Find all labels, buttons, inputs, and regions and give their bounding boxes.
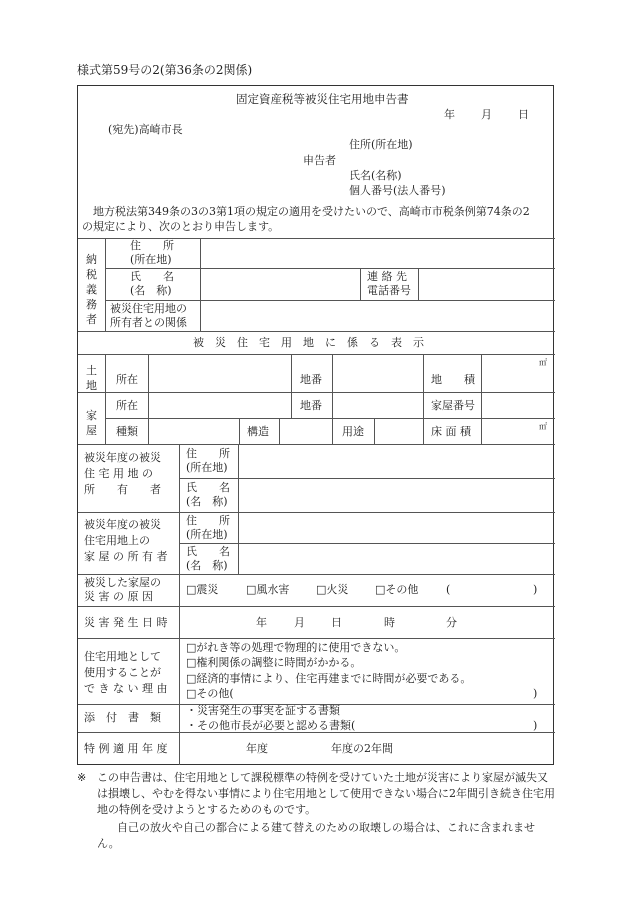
house-floor-area-label: 床 面 積	[431, 425, 471, 438]
land-section-label: 土 地	[86, 364, 97, 392]
taxpayer-name-input[interactable]	[201, 269, 359, 299]
taxpayer-relation-label: 被災住宅用地の 所有者との関係	[110, 302, 187, 329]
cause-option-fire[interactable]: □火災	[316, 583, 349, 596]
reason-label: 住宅用地として 使用することが で き な い 理 由	[84, 650, 168, 695]
reason-option-economic[interactable]: □経済的事情により、住宅再建までに時間が必要である。	[186, 672, 472, 685]
taxpayer-phone-input[interactable]	[419, 269, 554, 299]
notes-section	[77, 770, 557, 852]
reason-option-other[interactable]: □その他(	[186, 687, 234, 700]
date-day-label: 日	[518, 108, 529, 121]
land-lot-label: 地番	[300, 373, 322, 386]
declarant-address-label: 住所(所在地)	[349, 138, 413, 151]
attachment-item-disaster-proof: ・災害発生の事実を証する書類	[186, 704, 340, 717]
note-mark: ※	[77, 771, 87, 784]
form-number-label: 様式第59号の2(第36条の2関係)	[77, 63, 253, 77]
attachment-item-other: ・その他市長が必要と認める書類(	[186, 719, 356, 732]
occurrence-hour: 時	[384, 616, 395, 629]
date-month-label: 月	[481, 108, 492, 121]
taxpayer-contact-label: 連 絡 先 電話番号	[367, 270, 411, 297]
special-year-first: 年度	[246, 742, 268, 755]
land-area-unit: ㎡	[539, 358, 547, 367]
house-floor-unit: ㎡	[539, 422, 547, 431]
house-structure-label: 構造	[247, 425, 269, 438]
house-use-label: 用途	[342, 425, 364, 438]
occurrence-label: 災 害 発 生 日 時	[84, 616, 168, 629]
taxpayer-address-label: 住 所 (所在地)	[130, 239, 174, 266]
land-location-label: 所在	[116, 373, 138, 386]
date-year-label: 年	[444, 108, 455, 121]
declarant-name-label: 氏名(名称)	[349, 169, 402, 182]
cause-option-storm-flood[interactable]: □風水害	[246, 583, 290, 596]
addressee: (宛先)高崎市長	[108, 123, 183, 136]
cause-option-earthquake[interactable]: □震災	[186, 583, 219, 596]
cause-label: 被災した家屋の 災 害 の 原 因	[84, 576, 161, 603]
land-owner-label: 被災年度の被災 住 宅 用 地 の 所 有 者	[84, 451, 161, 496]
intro-text-line1: 地方税法第349条の3の3第1項の規定の適用を受けたいので、高崎市市税条例第74条の2	[93, 205, 530, 218]
cause-paren-close: )	[533, 583, 538, 596]
taxpayer-section-label: 納 税 義 務 者	[86, 253, 97, 326]
land-area-label: 地 積	[431, 373, 475, 386]
house-location-label: 所在	[116, 399, 138, 412]
declarant-number-label: 個人番号(法人番号)	[349, 184, 446, 197]
land-owner-name-label: 氏 名 (名 称)	[186, 481, 230, 508]
special-year-second: 年度の2年間	[331, 742, 393, 755]
house-type-label: 種類	[116, 425, 138, 438]
house-lot-label: 地番	[300, 399, 322, 412]
reason-paren-close: )	[533, 687, 538, 700]
note-purpose: この申告書は、住宅用地として課税標準の特例を受けていた土地が災害により家屋が滅失又は損壊し、やむを得ない事情により住宅用地として使用できない場合に2年間引き続き住宅用地の特例を受けようとするためのものです。	[97, 771, 555, 816]
declarant-role-label: 申告者	[303, 154, 336, 167]
special-year-label: 特 例 適 用 年 度	[84, 742, 168, 755]
taxpayer-relation-input[interactable]	[201, 301, 554, 330]
intro-text-line2: の規定により、次のとおり申告します。	[82, 220, 280, 233]
taxpayer-name-label: 氏 名 (名 称)	[130, 270, 174, 297]
house-number-label: 家屋番号	[431, 399, 475, 412]
taxpayer-address-input[interactable]	[201, 239, 554, 267]
note-exclusion: 自己の放火や自己の都合による建て替えのための取壊しの場合は、これに含まれません。	[97, 821, 535, 850]
application-form	[77, 85, 554, 765]
occurrence-minute: 分	[446, 616, 457, 629]
cause-option-other[interactable]: □その他	[375, 583, 419, 596]
land-owner-address-label: 住 所 (所在地)	[186, 447, 230, 474]
house-owner-name-label: 氏 名 (名 称)	[186, 545, 230, 572]
reason-option-rights[interactable]: □権利関係の調整に時間がかかる。	[186, 656, 362, 669]
reason-option-debris[interactable]: □がれき等の処理で物理的に使用できない。	[186, 641, 406, 654]
occurrence-month: 月	[294, 616, 305, 629]
occurrence-year: 年	[256, 616, 267, 629]
attachments-paren-close: )	[533, 719, 538, 732]
occurrence-day: 日	[331, 616, 342, 629]
form-title: 固定資産税等被災住宅用地申告書	[236, 92, 409, 106]
house-section-label: 家 屋	[86, 409, 97, 437]
cause-paren-open: (	[446, 583, 451, 596]
house-owner-label: 被災年度の被災 住宅用地上の 家 屋 の 所 有 者	[84, 518, 168, 563]
attachments-label: 添 付 書 類	[84, 711, 161, 724]
house-owner-address-label: 住 所 (所在地)	[186, 514, 230, 541]
disaster-section-header: 被 災 住 宅 用 地 に 係 る 表 示	[193, 336, 424, 349]
